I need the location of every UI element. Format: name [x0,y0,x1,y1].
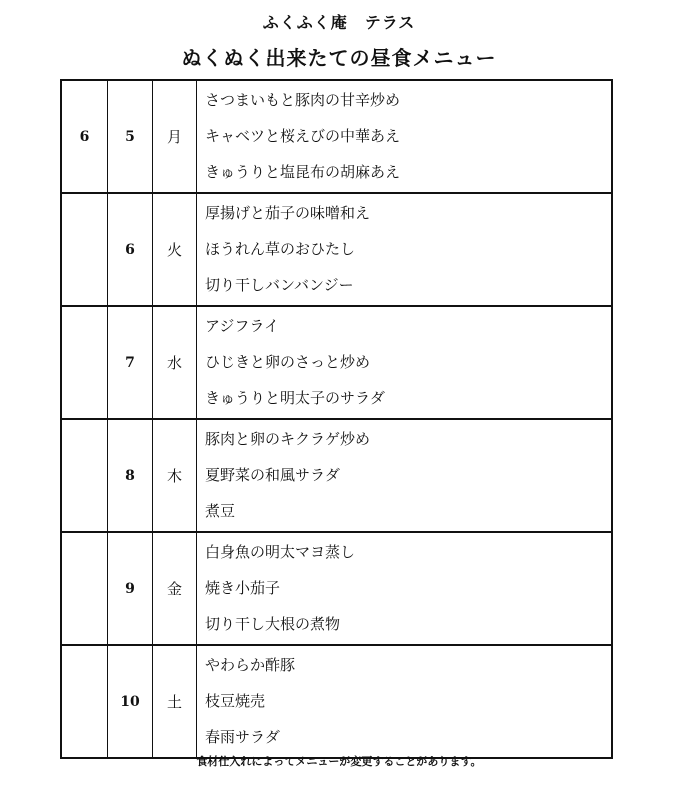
weekday-cell: 金 [153,533,197,644]
day-cell: 7 [108,307,153,418]
weekday-cell: 土 [153,646,197,757]
dish-item: 豚肉と卵のキクラゲ炒め [205,430,371,448]
dish-item: きゅうりと明太子のサラダ [205,389,385,407]
menu-row-day-8 [62,420,611,533]
dish-item: 春雨サラダ [205,728,280,746]
day-cell: 9 [108,533,153,644]
dish-item: 切り干しバンバンジー [205,276,354,294]
dishes-cell [197,81,611,192]
menu-row-day-7 [62,307,611,420]
dishes-cell [197,533,611,644]
dish-item: やわらか酢豚 [205,656,296,674]
menu-row-day-5 [62,81,611,194]
dish-item: ほうれん草のおひたし [205,240,356,258]
dish-item: 厚揚げと茄子の味噌和え [205,204,371,222]
footer-note: 食材仕入れによってメニューが変更することがあります。 [196,755,482,768]
dish-item: きゅうりと塩昆布の胡麻あえ [205,163,401,181]
menu-table [60,79,613,759]
dish-item: キャベツと桜えびの中華あえ [205,127,401,145]
day-cell: 5 [108,81,153,192]
dish-item: 焼き小茄子 [205,579,281,597]
month-cell [62,307,108,418]
weekday-cell: 木 [153,420,197,531]
month-cell [62,194,108,305]
dishes-cell [197,307,611,418]
weekday-cell: 月 [153,81,197,192]
dish-item: 白身魚の明太マヨ蒸し [205,543,356,561]
dish-item: 枝豆焼売 [205,692,266,710]
page-subtitle: ぬくぬく出来たての昼食メニュー [181,46,497,70]
day-cell: 6 [108,194,153,305]
dishes-cell [197,194,611,305]
dishes-cell [197,420,611,531]
day-cell: 10 [108,646,153,757]
weekday-cell: 水 [153,307,197,418]
dish-item: アジフライ [205,317,279,335]
month-cell [62,420,108,531]
month-cell [62,533,108,644]
dish-item: さつまいもと豚肉の甘辛炒め [205,91,401,109]
dishes-cell [197,646,611,757]
month-cell: 6 [62,81,108,192]
dish-item: ひじきと卵のさっと炒め [205,353,371,371]
dish-item: 煮豆 [205,502,236,520]
menu-row-day-10 [62,646,611,757]
dish-item: 夏野菜の和風サラダ [205,466,340,484]
dish-item: 切り干し大根の煮物 [205,615,341,633]
menu-row-day-9 [62,533,611,646]
page-title: ふくふく庵 テラス [262,13,416,32]
weekday-cell: 火 [153,194,197,305]
month-cell [62,646,108,757]
menu-row-day-6 [62,194,611,307]
day-cell: 8 [108,420,153,531]
